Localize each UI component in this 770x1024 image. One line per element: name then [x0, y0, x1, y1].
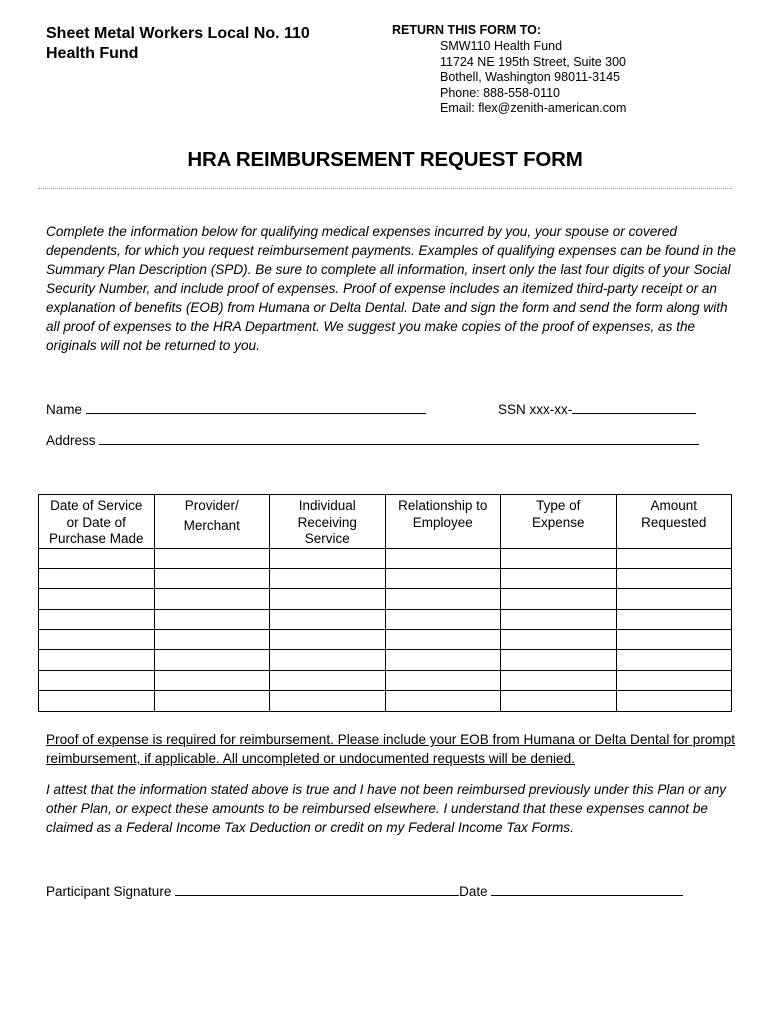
table-cell[interactable] — [501, 630, 617, 650]
table-row — [39, 691, 732, 711]
table-cell[interactable] — [385, 650, 501, 670]
table-cell[interactable] — [39, 609, 155, 629]
table-cell[interactable] — [385, 630, 501, 650]
column-header-individual: Individual Receiving Service — [270, 495, 386, 549]
table-cell[interactable] — [39, 548, 155, 568]
table-cell[interactable] — [270, 548, 386, 568]
table-cell[interactable] — [385, 548, 501, 568]
table-cell[interactable] — [501, 691, 617, 711]
expense-table — [38, 494, 732, 712]
signature-input-line[interactable] — [175, 882, 459, 896]
table-cell[interactable] — [501, 609, 617, 629]
table-cell[interactable] — [501, 548, 617, 568]
date-label: Date — [459, 884, 492, 899]
table-row — [39, 650, 732, 670]
table-cell[interactable] — [385, 609, 501, 629]
table-cell[interactable] — [270, 609, 386, 629]
table-row — [39, 630, 732, 650]
table-row — [39, 589, 732, 609]
ssn-label: SSN xxx-xx- — [498, 402, 573, 417]
column-header-relationship: Relationship to Employee — [385, 495, 501, 549]
return-label: RETURN THIS FORM TO: — [392, 23, 542, 37]
divider — [38, 188, 732, 189]
table-cell[interactable] — [154, 630, 270, 650]
return-address — [440, 39, 626, 117]
table-cell[interactable] — [501, 568, 617, 588]
table-cell[interactable] — [154, 609, 270, 629]
table-cell[interactable] — [270, 630, 386, 650]
table-cell[interactable] — [154, 650, 270, 670]
column-header-amount: Amount Requested — [616, 495, 732, 549]
column-header-date-of-service: Date of Service or Date of Purchase Made — [39, 495, 155, 549]
table-cell[interactable] — [270, 589, 386, 609]
table-cell[interactable] — [616, 589, 732, 609]
return-line: Bothell, Washington 98011-3145 — [440, 70, 620, 85]
table-cell[interactable] — [616, 650, 732, 670]
table-cell[interactable] — [616, 548, 732, 568]
name-label: Name — [46, 402, 83, 417]
address-field[interactable] — [46, 431, 699, 448]
return-line: 11724 NE 195th Street, Suite 300 — [440, 54, 627, 69]
name-field[interactable] — [46, 400, 426, 417]
ssn-input-line[interactable] — [572, 400, 696, 414]
return-line: SMW110 Health Fund — [440, 39, 563, 53]
column-header-provider: Provider/ Merchant — [154, 495, 270, 549]
table-cell[interactable] — [39, 670, 155, 690]
table-cell[interactable] — [154, 568, 270, 588]
org-line-2: Health Fund — [46, 45, 139, 62]
return-line: Email: flex@zenith-american.com — [440, 101, 627, 116]
form-title: HRA REIMBURSEMENT REQUEST FORM — [187, 148, 583, 171]
table-cell[interactable] — [154, 589, 270, 609]
table-cell[interactable] — [616, 630, 732, 650]
org-line-1: Sheet Metal Workers Local No. 110 — [46, 25, 310, 42]
table-cell[interactable] — [154, 670, 270, 690]
table-cell[interactable] — [616, 609, 732, 629]
ssn-field[interactable] — [498, 400, 696, 417]
table-cell[interactable] — [270, 568, 386, 588]
participant-signature-label: Participant Signature — [46, 884, 176, 899]
table-cell[interactable] — [39, 650, 155, 670]
table-cell[interactable] — [154, 548, 270, 568]
table-cell[interactable] — [385, 670, 501, 690]
signature-row — [46, 882, 683, 899]
table-header-row — [39, 495, 732, 549]
table-row — [39, 548, 732, 568]
expense-rows — [39, 548, 732, 711]
table-cell[interactable] — [385, 589, 501, 609]
address-label: Address — [46, 433, 96, 448]
table-cell[interactable] — [270, 650, 386, 670]
table-cell[interactable] — [385, 568, 501, 588]
proof-notice: Proof of expense is required for reimbursement. Please include your EOB from Humana or Delta Dental for prompt reimbursement, if applicable. All uncompleted or undocumented requests will be denied. — [46, 732, 736, 766]
column-header-type-of-expense: Type of Expense — [501, 495, 617, 549]
organization-name — [46, 24, 310, 64]
table-cell[interactable] — [270, 670, 386, 690]
table-cell[interactable] — [154, 691, 270, 711]
table-cell[interactable] — [616, 691, 732, 711]
table-cell[interactable] — [501, 670, 617, 690]
table-row — [39, 670, 732, 690]
address-input-line[interactable] — [99, 431, 699, 445]
return-line: Phone: 888-558-0110 — [440, 85, 561, 100]
table-cell[interactable] — [616, 670, 732, 690]
table-cell[interactable] — [385, 691, 501, 711]
date-input-line[interactable] — [491, 882, 683, 896]
name-input-line[interactable] — [86, 400, 426, 414]
table-row — [39, 609, 732, 629]
table-cell[interactable] — [501, 650, 617, 670]
table-cell[interactable] — [39, 589, 155, 609]
table-cell[interactable] — [39, 691, 155, 711]
instructions-paragraph: Complete the information below for qualifying medical expenses incurred by you, your spouse or covered dependents, for which you request reimbursement payments. Examples of qualifying expenses can be found in the Summary Plan Description (SPD). Be sure to complete all information, insert only the last four digits of your Social Security Number, and include proof of expenses. Proof of expense includes an itemized third-party receipt or an explanation of benefits (EOB) from Humana or Delta Dental. Date and sign the form and send the form along with all proof of expenses to the HRA Department. We suggest you make copies of the proof of expenses, as the originals will not be returned to you. — [46, 224, 736, 353]
table-cell[interactable] — [270, 691, 386, 711]
table-cell[interactable] — [39, 630, 155, 650]
table-cell[interactable] — [39, 568, 155, 588]
attestation-paragraph: I attest that the information stated above is true and I have not been reimbursed previously under this Plan or any other Plan, or expect these amounts to be reimbursed elsewhere. I understand that these expenses cannot be claimed as a Federal Income Tax Deduction or credit on my Federal Income Tax Forms. — [46, 782, 727, 835]
table-cell[interactable] — [616, 568, 732, 588]
table-cell[interactable] — [501, 589, 617, 609]
table-row — [39, 568, 732, 588]
